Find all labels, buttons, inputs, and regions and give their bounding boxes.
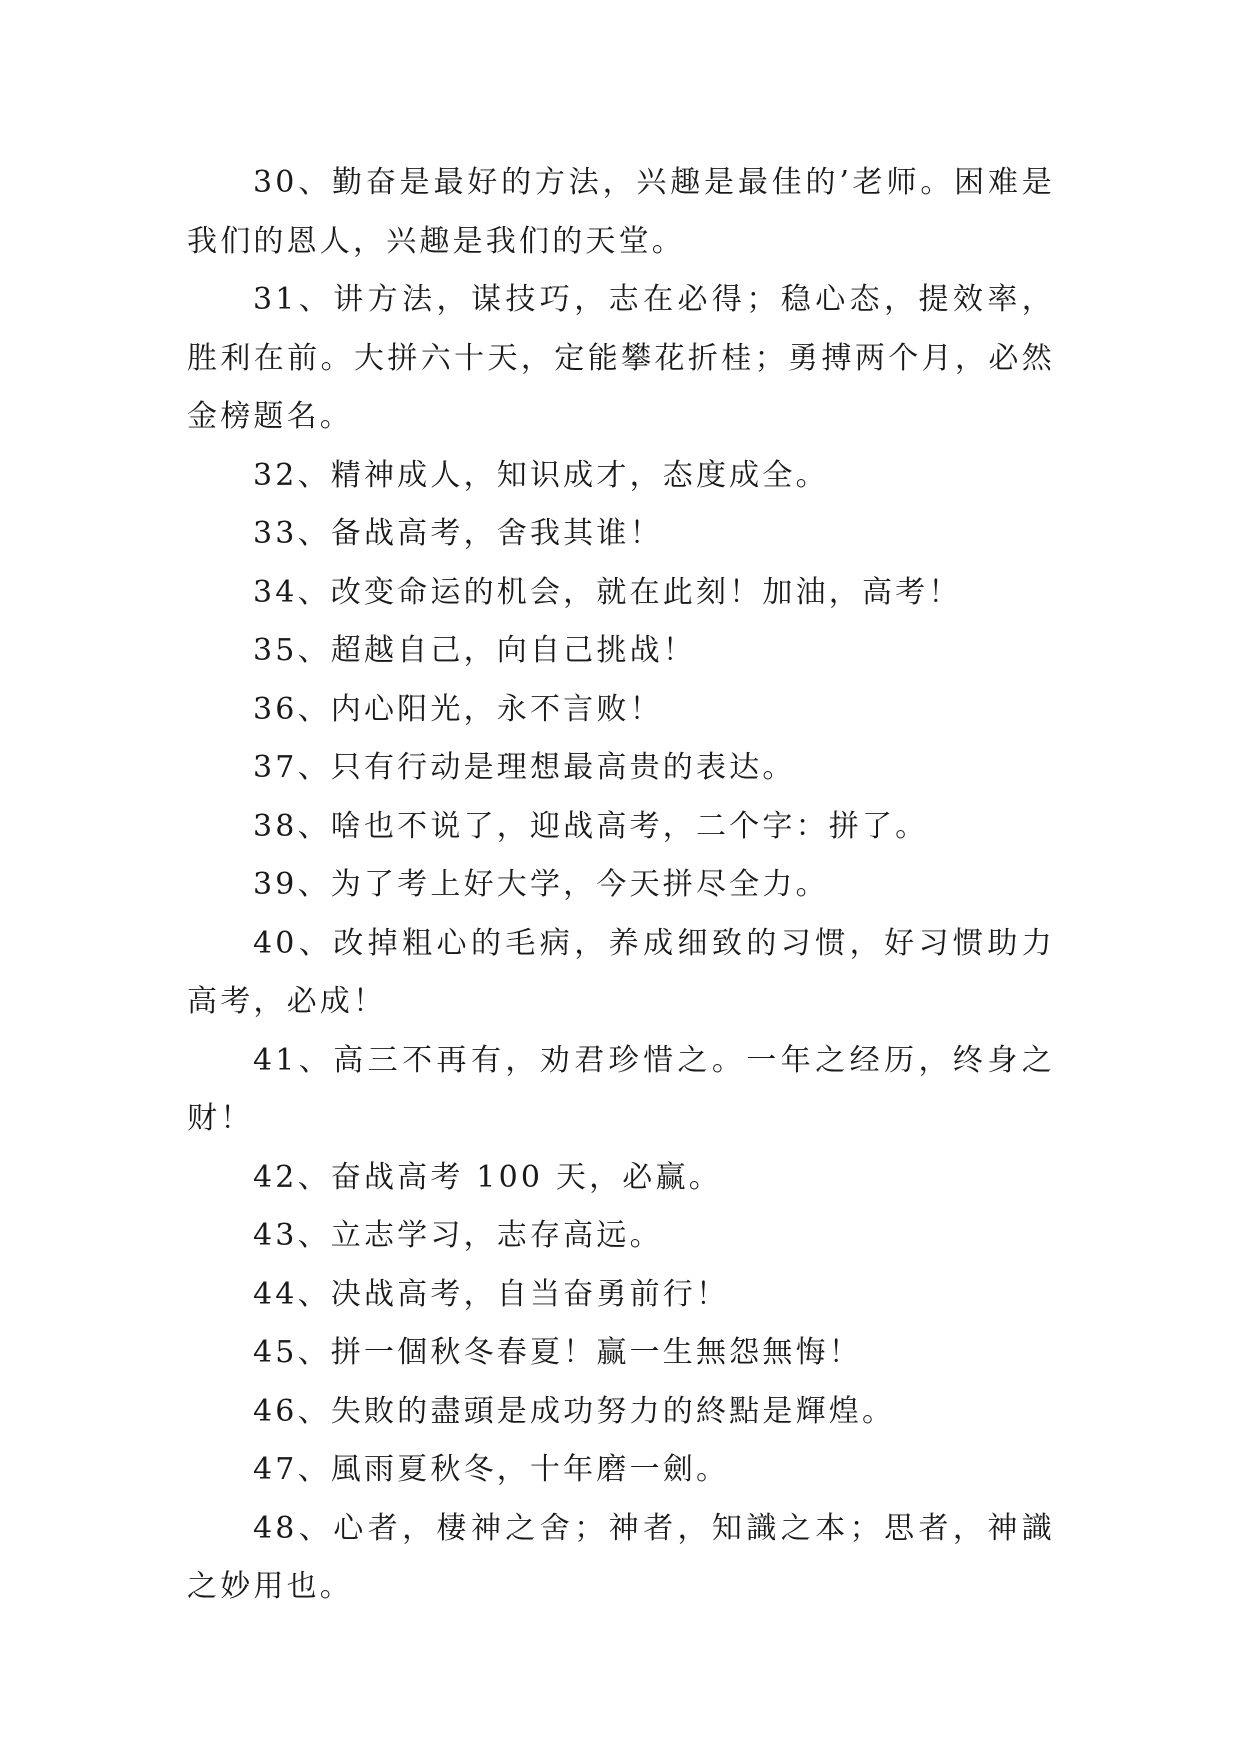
paragraph-39: 39、为了考上好大学，今天拼尽全力。	[253, 867, 829, 902]
paragraph-35: 35、超越自己，向自己挑战！	[253, 633, 696, 668]
paragraph-41: 41、高三不再有，劝君珍惜之。一年之经历，终身之财！	[187, 1042, 1055, 1136]
paragraph-46: 46、失敗的盡頭是成功努力的終點是輝煌。	[253, 1393, 896, 1429]
paragraph-43: 43、立志学习，志存高远。	[253, 1218, 663, 1253]
paragraph-45: 45、拼一個秋冬春夏！赢一生無怨無悔！	[253, 1335, 862, 1370]
paragraph-40: 40、改掉粗心的毛病，养成细致的习惯，好习惯助力高考，必成！	[187, 925, 1055, 1019]
document-body	[187, 154, 1055, 1617]
paragraph-47: 47、風雨夏秋冬，十年磨一劍。	[253, 1452, 730, 1487]
paragraph-31: 31、讲方法，谋技巧，志在必得；稳心态，提效率，胜利在前。大拼六十天，定能攀花折桂；勇搏两个月，必然金榜题名。	[187, 282, 1055, 434]
paragraph-32: 32、精神成人，知识成才，态度成全。	[253, 457, 829, 493]
paragraph-42: 42、奋战高考 100 天，必赢。	[253, 1159, 722, 1195]
paragraph-48: 48、心者，棲神之舍；神者，知識之本；思者，神識之妙用也。	[187, 1510, 1055, 1604]
paragraph-44: 44、决战高考，自当奋勇前行！	[253, 1276, 730, 1312]
paragraph-34: 34、改变命运的机会，就在此刻！加油，高考！	[253, 574, 962, 610]
paragraph-33: 33、备战高考，舍我其谁！	[253, 516, 663, 551]
paragraph-38: 38、啥也不说了，迎战高考，二个字：拼了。	[253, 808, 929, 844]
paragraph-36: 36、内心阳光，永不言败！	[253, 691, 663, 727]
paragraph-30: 30、勤奋是最好的方法，兴趣是最佳的’老师。困难是我们的恩人，兴趣是我们的天堂。	[187, 165, 1055, 259]
paragraph-37: 37、只有行动是理想最高贵的表达。	[253, 750, 796, 785]
